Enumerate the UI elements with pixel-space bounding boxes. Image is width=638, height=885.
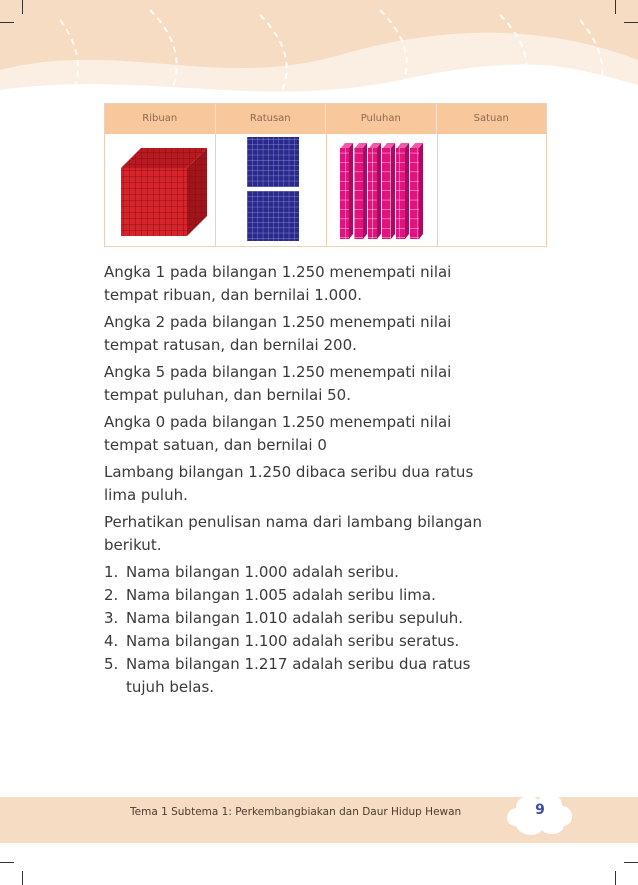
list-text: Nama bilangan 1.000 adalah seribu. [126, 563, 399, 581]
footer-title: Tema 1 Subtema 1: Perkembangbiakan dan Daur Hidup Hewan [130, 806, 462, 818]
text-line: Angka 2 pada bilangan 1.250 menempati nilai [104, 313, 452, 331]
paragraph [104, 361, 554, 407]
list-item [104, 630, 554, 653]
list-item [104, 561, 554, 584]
text-line: Lambang bilangan 1.250 dibaca seribu dua ratus [104, 463, 474, 481]
ten-rod [382, 143, 395, 239]
hundred-flat-grid [247, 191, 299, 241]
thousand-cube-icon [105, 134, 215, 246]
crop-mark [615, 0, 616, 14]
ten-rod [396, 143, 409, 239]
crop-mark [615, 871, 616, 885]
list-text-line: tujuh belas. [126, 678, 215, 696]
list-number: 1. [104, 563, 119, 581]
text-line: tempat satuan, dan bernilai 0 [104, 436, 327, 454]
list-text: Nama bilangan 1.010 adalah seribu sepuluh. [126, 609, 463, 627]
body-text [104, 261, 554, 699]
list-number: 2. [104, 586, 119, 604]
cell-ratusan [216, 134, 327, 246]
text-line: tempat ratusan, dan bernilai 200. [104, 336, 357, 354]
crop-mark [22, 0, 23, 14]
list-number: 5. [104, 655, 119, 673]
header-decoration [0, 0, 638, 110]
crop-mark [22, 871, 23, 885]
ten-rod [354, 143, 367, 239]
text-line: Angka 0 pada bilangan 1.250 menempati nilai [104, 413, 452, 431]
list-number: 4. [104, 632, 119, 650]
crop-mark [624, 22, 638, 23]
ten-rod [340, 143, 353, 239]
header-satuan: Satuan [473, 113, 509, 124]
paragraph [104, 311, 554, 357]
cube-front-grid [121, 168, 187, 236]
header-puluhan: Puluhan [326, 104, 437, 134]
cell-ribuan [105, 134, 216, 246]
hundred-flat-grid [247, 137, 299, 187]
table-header [105, 104, 546, 134]
ten-rod [368, 143, 381, 239]
text-line: lima puluh. [104, 486, 188, 504]
list-item [104, 653, 554, 699]
text-line: berikut. [104, 536, 162, 554]
list-number: 3. [104, 609, 119, 627]
paragraph [104, 411, 554, 457]
paragraph [104, 461, 554, 507]
hundred-flats-icon [216, 134, 326, 246]
text-line: Angka 5 pada bilangan 1.250 menempati nilai [104, 363, 452, 381]
list-text: Nama bilangan 1.005 adalah seribu lima. [126, 586, 436, 604]
list-text-line: Nama bilangan 1.217 adalah seribu dua ratus [126, 655, 471, 673]
crop-mark [0, 862, 14, 863]
table-body [105, 134, 546, 246]
page-number: 9 [535, 802, 545, 818]
list-item [104, 584, 554, 607]
list-text [126, 653, 471, 699]
cell-puluhan [327, 134, 438, 246]
text-line: tempat puluhan, dan bernilai 50. [104, 386, 351, 404]
ten-rod [410, 143, 423, 239]
crop-mark [0, 22, 14, 23]
text-line: tempat ribuan, dan bernilai 1.000. [104, 286, 363, 304]
text-line: Perhatikan penulisan nama dari lambang bilangan [104, 513, 483, 531]
list-item [104, 607, 554, 630]
paragraph [104, 261, 554, 307]
cell-satuan [438, 134, 546, 246]
wave-decoration-icon [0, 0, 638, 110]
header-ratusan: Ratusan [216, 104, 327, 134]
crop-mark [624, 862, 638, 863]
header-ribuan: Ribuan [105, 104, 216, 134]
place-value-table [104, 103, 547, 247]
ten-rods-icon [327, 134, 437, 246]
paragraph [104, 511, 554, 557]
text-line: Angka 1 pada bilangan 1.250 menempati nilai [104, 263, 452, 281]
number-name-list [104, 561, 554, 699]
list-text: Nama bilangan 1.100 adalah seribu seratus. [126, 632, 460, 650]
